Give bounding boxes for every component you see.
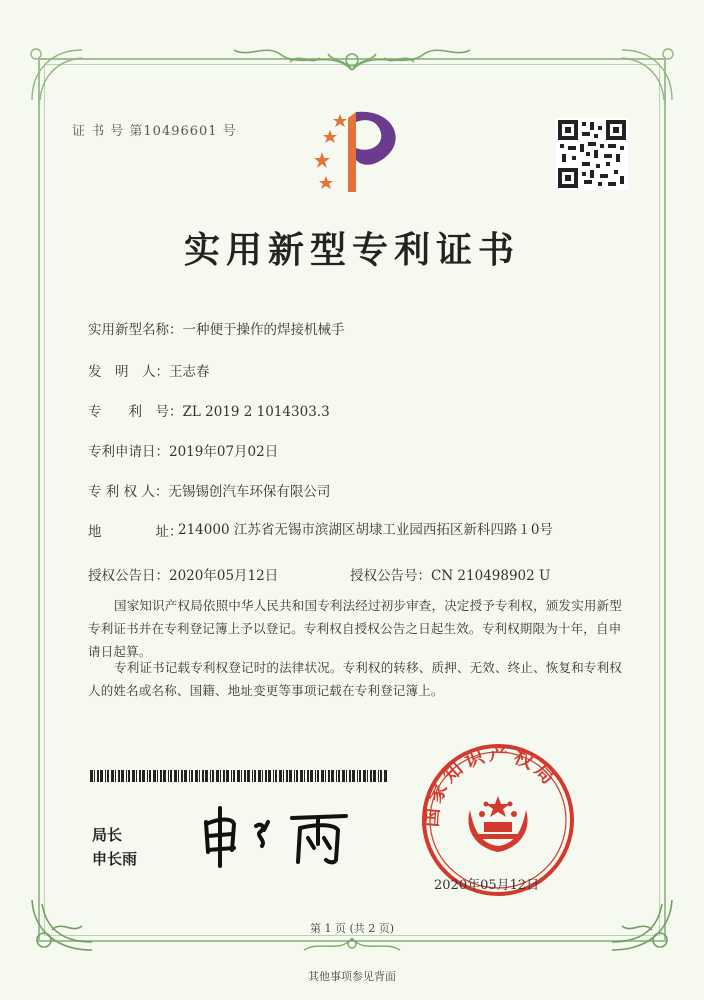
barcode-bar — [115, 770, 116, 782]
field-utility-model-name — [88, 318, 345, 338]
barcode-bar — [184, 770, 187, 782]
officer-name: 申长雨 — [92, 850, 138, 868]
barcode-bar — [136, 770, 137, 782]
barcode-bar — [384, 770, 387, 782]
barcode-bar — [178, 770, 179, 782]
barcode-bar — [220, 770, 221, 782]
field-value: 无锡锡创汽车环保有限公司 — [168, 484, 331, 500]
field-label: 专 利 权 人： — [88, 484, 169, 500]
barcode-bar — [275, 770, 277, 782]
barcode-bar — [90, 770, 93, 782]
barcode-bar — [107, 770, 109, 782]
barcode-bar — [132, 770, 135, 782]
cnipa-logo — [300, 100, 410, 195]
paragraph-grant: 国家知识产权局依照中华人民共和国专利法经过初步审查，决定授予专利权，颁发实用新型专利证书并在专利登记簿上予以登记。专利权自授权公告之日起生效。专利权期限为十年，自申请日起算。 — [88, 598, 623, 659]
field-label: 授权公告日： — [88, 568, 169, 584]
barcode-bar — [100, 770, 103, 782]
barcode-bar — [258, 770, 261, 782]
barcode-bar — [97, 770, 99, 782]
field-label: 授权公告号： — [350, 568, 431, 584]
barcode-bar — [212, 770, 214, 782]
barcode-bar — [223, 770, 225, 782]
officer-title: 局长 — [92, 826, 123, 844]
field-value: 2020年05月12日 — [169, 568, 279, 584]
barcode-bar — [94, 770, 95, 782]
field-patentee — [88, 480, 330, 500]
barcode-bar — [149, 770, 151, 782]
barcode-bar — [181, 770, 183, 782]
barcode-bar — [105, 770, 106, 782]
barcode-bar — [367, 770, 368, 782]
field-inventor — [88, 360, 210, 380]
barcode-bar — [237, 770, 240, 782]
field-value: ZL 2019 2 1014303.3 — [182, 404, 330, 420]
field-label: 发 明 人： — [88, 364, 169, 380]
barcode-bar — [286, 770, 288, 782]
barcode-bar — [189, 770, 190, 782]
barcode-bar — [210, 770, 211, 782]
field-value: 2019年07月02日 — [169, 444, 279, 460]
barcode-bar — [202, 770, 204, 782]
barcode-bar — [373, 770, 376, 782]
barcode-bar — [163, 770, 166, 782]
field-label: 实用新型名称： — [88, 322, 183, 338]
qr-code — [556, 118, 628, 190]
barcode-bar — [380, 770, 382, 782]
barcode-bar — [191, 770, 193, 782]
barcode-bar — [168, 770, 169, 782]
seal-date: 2020年05月12日 — [434, 878, 540, 893]
barcode-bar — [352, 770, 355, 782]
field-address-label — [88, 520, 183, 540]
barcode-bar — [199, 770, 200, 782]
corner-ornament-top-right — [612, 40, 682, 110]
barcode-bar — [126, 770, 127, 782]
top-ornament — [230, 40, 474, 80]
barcode-bar — [273, 770, 274, 782]
barcode-bar — [157, 770, 158, 782]
barcode-bar — [265, 770, 267, 782]
barcode-bar — [328, 770, 330, 782]
barcode-bar — [174, 770, 177, 782]
barcode-bar — [121, 770, 124, 782]
barcode-bar — [205, 770, 208, 782]
barcode-bar — [317, 770, 319, 782]
field-address-value: 214000 江苏省无锡市滨湖区胡埭工业园西拓区新科四路１0号 — [178, 522, 553, 538]
barcode-bar — [304, 770, 305, 782]
barcode-bar — [241, 770, 242, 782]
barcode-bar — [262, 770, 263, 782]
barcode-bar — [300, 770, 303, 782]
barcode-bar — [231, 770, 232, 782]
barcode-bar — [315, 770, 316, 782]
barcode-bar — [170, 770, 172, 782]
barcode-bar — [128, 770, 130, 782]
handwritten-signature — [196, 800, 356, 870]
svg-text:国家知识产权局: 国家知识产权局 — [420, 743, 562, 828]
field-announcement-date — [88, 564, 278, 584]
barcode-bar — [338, 770, 340, 782]
barcode-bar — [244, 770, 246, 782]
barcode-bar — [349, 770, 351, 782]
field-patent-number — [88, 400, 330, 420]
field-label: 专 利 号： — [88, 404, 183, 420]
barcode-bar — [331, 770, 334, 782]
barcode-bar — [268, 770, 271, 782]
barcode-bar — [378, 770, 379, 782]
barcode-bar — [226, 770, 229, 782]
document-title: 实用新型专利证书 — [183, 229, 520, 271]
barcode-bar — [359, 770, 361, 782]
barcode — [90, 770, 390, 782]
barcode-bar — [346, 770, 347, 782]
barcode-bar — [111, 770, 114, 782]
field-value: CN 210498902 U — [431, 568, 551, 584]
field-announcement-number — [350, 564, 550, 584]
barcode-bar — [195, 770, 198, 782]
barcode-bar — [139, 770, 141, 782]
barcode-bar — [247, 770, 250, 782]
barcode-bar — [142, 770, 145, 782]
barcode-bar — [294, 770, 295, 782]
barcode-bar — [310, 770, 313, 782]
barcode-bar — [160, 770, 162, 782]
field-label: 专利申请日： — [88, 444, 169, 460]
barcode-bar — [254, 770, 256, 782]
barcode-bar — [153, 770, 156, 782]
barcode-bar — [342, 770, 345, 782]
barcode-bar — [357, 770, 358, 782]
barcode-bar — [296, 770, 298, 782]
barcode-bar — [321, 770, 324, 782]
barcode-bar — [370, 770, 372, 782]
barcode-bar — [233, 770, 235, 782]
barcode-bar — [289, 770, 292, 782]
barcode-bar — [279, 770, 282, 782]
barcode-bar — [118, 770, 120, 782]
field-label: 地 址： — [88, 524, 183, 540]
barcode-bar — [325, 770, 326, 782]
corner-ornament-top-left — [22, 40, 92, 110]
barcode-bar — [147, 770, 148, 782]
barcode-bar — [216, 770, 219, 782]
barcode-bar — [363, 770, 366, 782]
paragraph-legal-status: 专利证书记载专利权登记时的法律状况。专利权的转移、质押、无效、终止、恢复和专利权人的姓名或名称、国籍、地址变更等事项记载在专利登记簿上。 — [88, 660, 623, 698]
field-filing-date — [88, 440, 278, 460]
page-number: 第 1 页 (共 2 页) — [309, 922, 395, 935]
field-value: 王志春 — [169, 364, 210, 380]
field-value: 一种便于操作的焊接机械手 — [182, 322, 345, 338]
certificate-number: 证 书 号 第10496601 号 — [72, 124, 237, 139]
footer-note: 其他事项参见背面 — [308, 970, 396, 983]
barcode-bar — [336, 770, 337, 782]
barcode-bar — [252, 770, 253, 782]
barcode-bar — [283, 770, 284, 782]
barcode-bar — [307, 770, 309, 782]
